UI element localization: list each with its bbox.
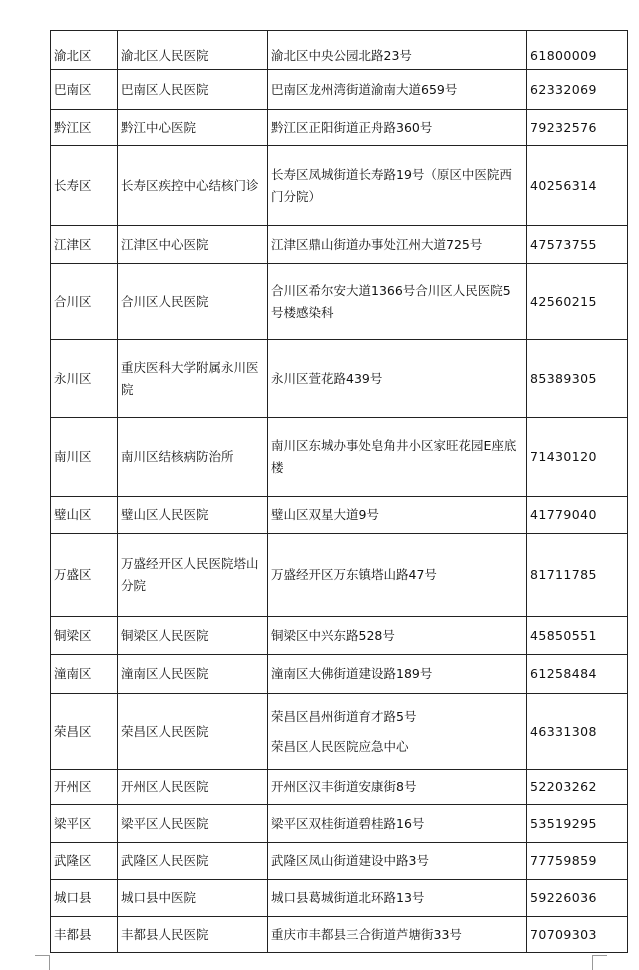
address-cell: 渝北区中央公园北路23号 bbox=[268, 31, 527, 70]
address-cell: 永川区萱花路439号 bbox=[268, 340, 527, 418]
district-cell: 潼南区 bbox=[51, 655, 118, 694]
address-cell: 黔江区正阳街道正舟路360号 bbox=[268, 110, 527, 146]
address-cell: 铜梁区中兴东路528号 bbox=[268, 617, 527, 655]
table-row bbox=[51, 534, 628, 617]
table-row bbox=[51, 70, 628, 110]
phone-cell: 85389305 bbox=[527, 340, 628, 418]
hospital-cell: 南川区结核病防治所 bbox=[118, 418, 268, 497]
table-row bbox=[51, 617, 628, 655]
hospital-cell: 丰都县人民医院 bbox=[118, 917, 268, 953]
address-cell: 璧山区双星大道9号 bbox=[268, 497, 527, 534]
district-cell: 城口县 bbox=[51, 880, 118, 917]
hospital-cell: 璧山区人民医院 bbox=[118, 497, 268, 534]
district-cell: 开州区 bbox=[51, 770, 118, 805]
table-row bbox=[51, 264, 628, 340]
hospital-cell: 铜梁区人民医院 bbox=[118, 617, 268, 655]
address-cell: 武隆区凤山街道建设中路3号 bbox=[268, 843, 527, 880]
address-cell: 巴南区龙州湾街道渝南大道659号 bbox=[268, 70, 527, 110]
address-cell: 南川区东城办事处皂角井小区家旺花园E座底楼 bbox=[268, 418, 527, 497]
table-row bbox=[51, 655, 628, 694]
table-row bbox=[51, 146, 628, 226]
district-cell: 渝北区 bbox=[51, 31, 118, 70]
address-cell: 梁平区双桂街道碧桂路16号 bbox=[268, 805, 527, 843]
district-cell: 南川区 bbox=[51, 418, 118, 497]
district-cell: 荣昌区 bbox=[51, 694, 118, 770]
phone-cell: 46331308 bbox=[527, 694, 628, 770]
hospital-cell: 潼南区人民医院 bbox=[118, 655, 268, 694]
hospital-cell: 万盛经开区人民医院塔山分院 bbox=[118, 534, 268, 617]
hospital-table bbox=[50, 30, 628, 953]
table-row bbox=[51, 226, 628, 264]
district-cell: 长寿区 bbox=[51, 146, 118, 226]
phone-cell: 71430120 bbox=[527, 418, 628, 497]
hospital-cell: 黔江中心医院 bbox=[118, 110, 268, 146]
phone-cell: 59226036 bbox=[527, 880, 628, 917]
district-cell: 璧山区 bbox=[51, 497, 118, 534]
district-cell: 合川区 bbox=[51, 264, 118, 340]
table-row bbox=[51, 917, 628, 953]
hospital-cell: 长寿区疾控中心结核门诊 bbox=[118, 146, 268, 226]
hospital-cell: 重庆医科大学附属永川医院 bbox=[118, 340, 268, 418]
hospital-cell: 巴南区人民医院 bbox=[118, 70, 268, 110]
table-row bbox=[51, 880, 628, 917]
table-row bbox=[51, 770, 628, 805]
table-row bbox=[51, 110, 628, 146]
hospital-cell: 开州区人民医院 bbox=[118, 770, 268, 805]
phone-cell: 61258484 bbox=[527, 655, 628, 694]
district-cell: 江津区 bbox=[51, 226, 118, 264]
district-cell: 巴南区 bbox=[51, 70, 118, 110]
address-cell: 重庆市丰都县三合街道芦塘街33号 bbox=[268, 917, 527, 953]
phone-cell: 45850551 bbox=[527, 617, 628, 655]
phone-cell: 53519295 bbox=[527, 805, 628, 843]
hospital-cell: 合川区人民医院 bbox=[118, 264, 268, 340]
address-cell: 万盛经开区万东镇塔山路47号 bbox=[268, 534, 527, 617]
phone-cell: 52203262 bbox=[527, 770, 628, 805]
table-row bbox=[51, 340, 628, 418]
phone-cell: 47573755 bbox=[527, 226, 628, 264]
table-row bbox=[51, 843, 628, 880]
district-cell: 永川区 bbox=[51, 340, 118, 418]
address-cell bbox=[268, 694, 527, 770]
table-row bbox=[51, 497, 628, 534]
table-row bbox=[51, 805, 628, 843]
hospital-cell: 武隆区人民医院 bbox=[118, 843, 268, 880]
phone-cell: 77759859 bbox=[527, 843, 628, 880]
district-cell: 铜梁区 bbox=[51, 617, 118, 655]
district-cell: 万盛区 bbox=[51, 534, 118, 617]
phone-cell: 62332069 bbox=[527, 70, 628, 110]
table-row bbox=[51, 694, 628, 770]
address-cell: 潼南区大佛街道建设路189号 bbox=[268, 655, 527, 694]
table-row bbox=[51, 31, 628, 70]
address-cell: 合川区希尔安大道1366号合川区人民医院5号楼感染科 bbox=[268, 264, 527, 340]
phone-cell: 41779040 bbox=[527, 497, 628, 534]
phone-cell: 81711785 bbox=[527, 534, 628, 617]
hospital-cell: 江津区中心医院 bbox=[118, 226, 268, 264]
phone-cell: 79232576 bbox=[527, 110, 628, 146]
district-cell: 丰都县 bbox=[51, 917, 118, 953]
hospital-cell: 城口县中医院 bbox=[118, 880, 268, 917]
address-cell: 城口县葛城街道北环路13号 bbox=[268, 880, 527, 917]
district-cell: 梁平区 bbox=[51, 805, 118, 843]
table-row bbox=[51, 418, 628, 497]
phone-cell: 40256314 bbox=[527, 146, 628, 226]
phone-cell: 70709303 bbox=[527, 917, 628, 953]
address-cell: 长寿区凤城街道长寿路19号（原区中医院西门分院） bbox=[268, 146, 527, 226]
hospital-cell: 渝北区人民医院 bbox=[118, 31, 268, 70]
phone-cell: 42560215 bbox=[527, 264, 628, 340]
address-cell: 开州区汉丰街道安康街8号 bbox=[268, 770, 527, 805]
district-cell: 武隆区 bbox=[51, 843, 118, 880]
phone-cell: 61800009 bbox=[527, 31, 628, 70]
hospital-cell: 梁平区人民医院 bbox=[118, 805, 268, 843]
address-line: 荣昌区人民医院应急中心 bbox=[271, 738, 409, 754]
hospital-cell: 荣昌区人民医院 bbox=[118, 694, 268, 770]
address-cell: 江津区鼎山街道办事处江州大道725号 bbox=[268, 226, 527, 264]
address-line: 荣昌区昌州街道育才路5号 bbox=[271, 708, 417, 724]
district-cell: 黔江区 bbox=[51, 110, 118, 146]
